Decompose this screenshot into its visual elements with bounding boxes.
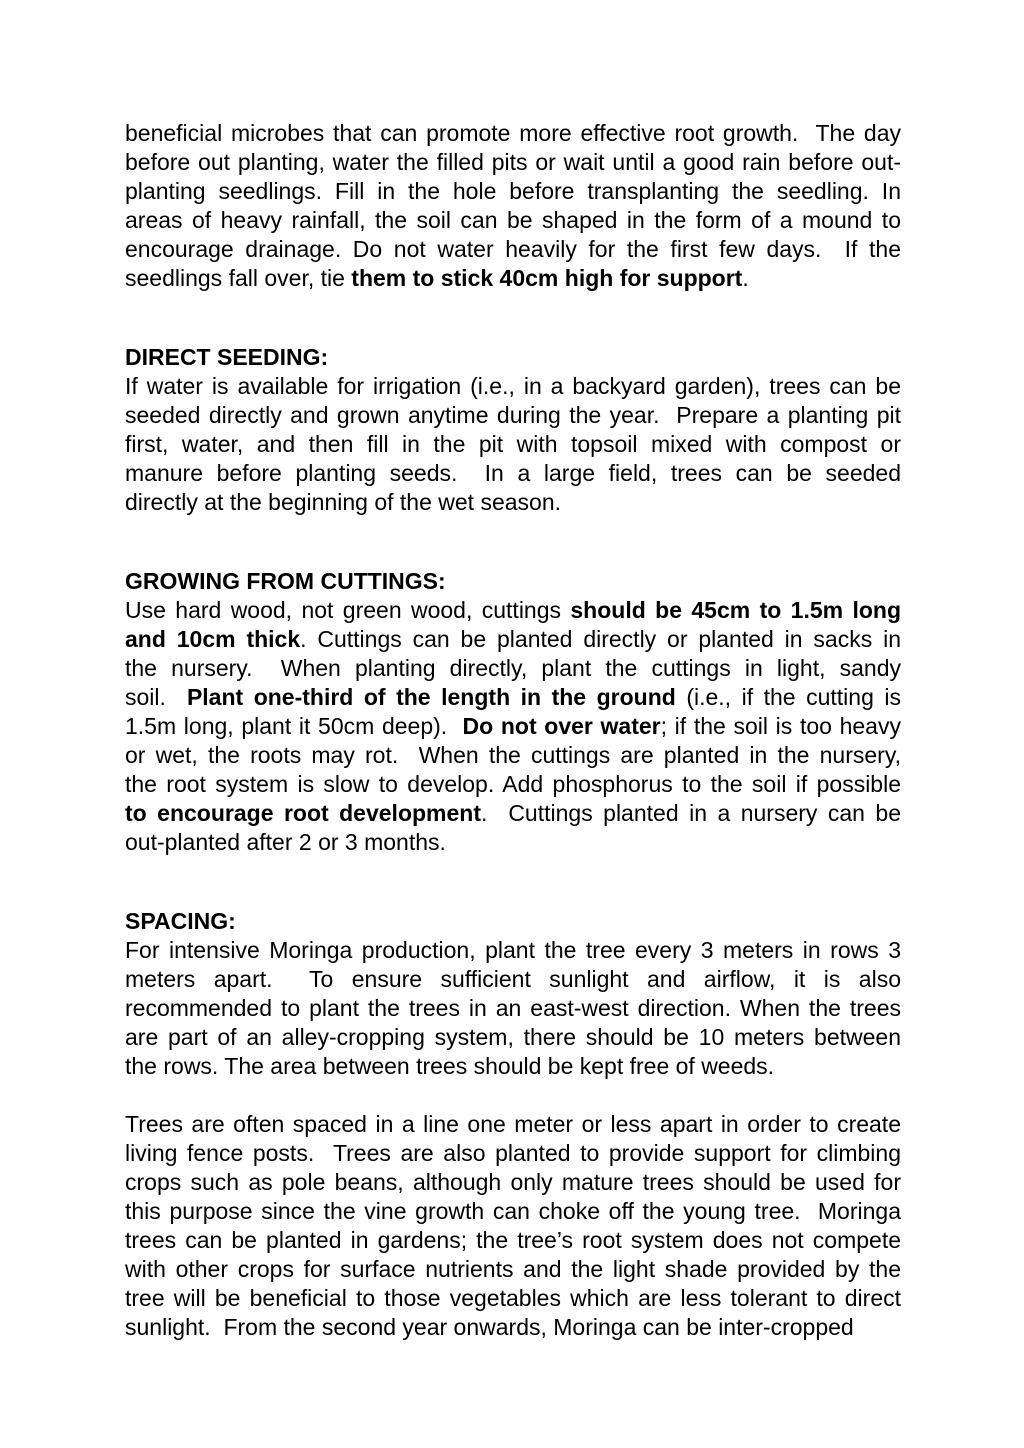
section-growing-from-cuttings <box>125 567 901 857</box>
text-segment: planting seedlings. Fill in the hole before transplanting the seedling. In <box>125 178 901 204</box>
text-line <box>125 148 901 177</box>
text-line <box>125 1139 901 1168</box>
text-segment: crops such as pole beans, although only mature trees should be used for <box>125 1169 901 1195</box>
text-segment: Plant one-third of the length in the ground <box>186 684 676 710</box>
text-segment: should be 45cm to 1.5m long <box>570 597 901 623</box>
text-segment: with other crops for surface nutrients and the light shade provided by the <box>125 1256 901 1282</box>
text-line <box>125 459 901 488</box>
text-line <box>125 1052 901 1081</box>
text-segment: directly at the beginning of the wet season. <box>125 489 562 515</box>
text-line <box>125 235 901 264</box>
section-direct-seeding <box>125 343 901 517</box>
text-segment: before out planting, water the filled pits or wait until a good rain before out- <box>125 149 901 175</box>
text-segment: them to stick 40cm high for support <box>351 265 743 291</box>
text-line <box>125 372 901 401</box>
spacing-paragraph <box>125 936 901 1081</box>
text-line <box>125 965 901 994</box>
text-line <box>125 712 901 741</box>
direct-seeding-paragraph <box>125 372 901 517</box>
text-line <box>125 488 901 517</box>
text-line <box>125 1255 901 1284</box>
text-line <box>125 1313 901 1342</box>
text-segment: or wet, the roots may rot. When the cuttings are planted in the nursery, <box>125 742 901 768</box>
text-segment: . Cuttings can be planted directly or planted in sacks in <box>300 626 901 652</box>
text-line <box>125 683 901 712</box>
text-segment: tree will be beneficial to those vegetables which are less tolerant to direct <box>125 1285 901 1311</box>
text-segment: (i.e., if the cutting is <box>675 684 901 710</box>
text-segment: seedlings fall over, tie <box>125 265 352 291</box>
text-segment: soil. <box>125 684 187 710</box>
text-segment: trees can be planted in gardens; the tree’s root system does not compete <box>125 1227 901 1253</box>
text-segment: manure before planting seeds. In a large field, trees can be seeded <box>125 460 901 486</box>
text-segment: areas of heavy rainfall, the soil can be shaped in the form of a mound to <box>125 207 901 233</box>
text-segment: are part of an alley-cropping system, there should be 10 meters between <box>125 1024 901 1050</box>
text-line <box>125 177 901 206</box>
text-segment: sunlight. From the second year onwards, Moringa can be inter-cropped <box>125 1314 854 1340</box>
text-segment: Do not over water <box>462 713 661 739</box>
text-segment: seeded directly and grown anytime during the year. Prepare a planting pit <box>125 402 901 428</box>
text-line <box>125 625 901 654</box>
text-line <box>125 206 901 235</box>
section-heading-direct-seeding: DIRECT SEEDING: <box>125 344 329 370</box>
growing-from-cuttings-paragraph <box>125 596 901 857</box>
text-segment: . <box>742 265 749 291</box>
text-line <box>125 119 901 148</box>
text-segment: and 10cm thick <box>125 626 301 652</box>
text-line <box>125 1284 901 1313</box>
text-segment: out-planted after 2 or 3 months. <box>125 829 446 855</box>
text-line <box>125 264 901 293</box>
section-heading-growing-from-cuttings: GROWING FROM CUTTINGS: <box>125 568 446 594</box>
text-line <box>125 1197 901 1226</box>
text-line <box>125 430 901 459</box>
text-line <box>125 828 901 857</box>
text-line <box>125 654 901 683</box>
text-line <box>125 1023 901 1052</box>
text-line <box>125 936 901 965</box>
text-segment: Trees are often spaced in a line one meter or less apart in order to create <box>125 1111 901 1137</box>
text-segment: If water is available for irrigation (i.e., in a backyard garden), trees can be <box>125 373 901 399</box>
text-segment: the rows. The area between trees should be kept free of weeds. <box>125 1053 775 1079</box>
text-line <box>125 770 901 799</box>
text-segment: 1.5m long, plant it 50cm deep). <box>125 713 463 739</box>
text-line <box>125 1226 901 1255</box>
text-segment: encourage drainage. Do not water heavily for the first few days. If the <box>125 236 901 262</box>
text-segment: first, water, and then fill in the pit with topsoil mixed with compost or <box>125 431 901 457</box>
text-segment: this purpose since the vine growth can choke off the young tree. Moringa <box>125 1198 901 1224</box>
text-line <box>125 596 901 625</box>
text-line <box>125 994 901 1023</box>
section-heading-spacing: SPACING: <box>125 908 236 934</box>
text-line <box>125 741 901 770</box>
text-segment: beneficial microbes that can promote more effective root growth. The day <box>125 120 901 146</box>
section-spacing <box>125 907 901 1342</box>
text-segment: ; if the soil is too heavy <box>660 713 901 739</box>
text-segment: to encourage root development <box>125 800 481 826</box>
intro-paragraph <box>125 119 901 293</box>
text-segment: meters apart. To ensure sufficient sunlight and airflow, it is also <box>125 966 901 992</box>
text-segment: recommended to plant the trees in an east-west direction. When the trees <box>125 995 901 1021</box>
text-segment: living fence posts. Trees are also planted to provide support for climbing <box>125 1140 901 1166</box>
spacing-paragraph <box>125 1110 901 1342</box>
text-line <box>125 799 901 828</box>
text-line <box>125 401 901 430</box>
text-segment: For intensive Moringa production, plant the tree every 3 meters in rows 3 <box>125 937 901 963</box>
text-segment: . Cuttings planted in a nursery can be <box>481 800 901 826</box>
text-segment: the root system is slow to develop. Add phosphorus to the soil if possible <box>125 771 901 797</box>
text-line <box>125 1168 901 1197</box>
text-segment: the nursery. When planting directly, plant the cuttings in light, sandy <box>125 655 901 681</box>
document-content <box>125 119 901 1342</box>
text-line <box>125 1110 901 1139</box>
text-segment: Use hard wood, not green wood, cuttings <box>125 597 571 623</box>
